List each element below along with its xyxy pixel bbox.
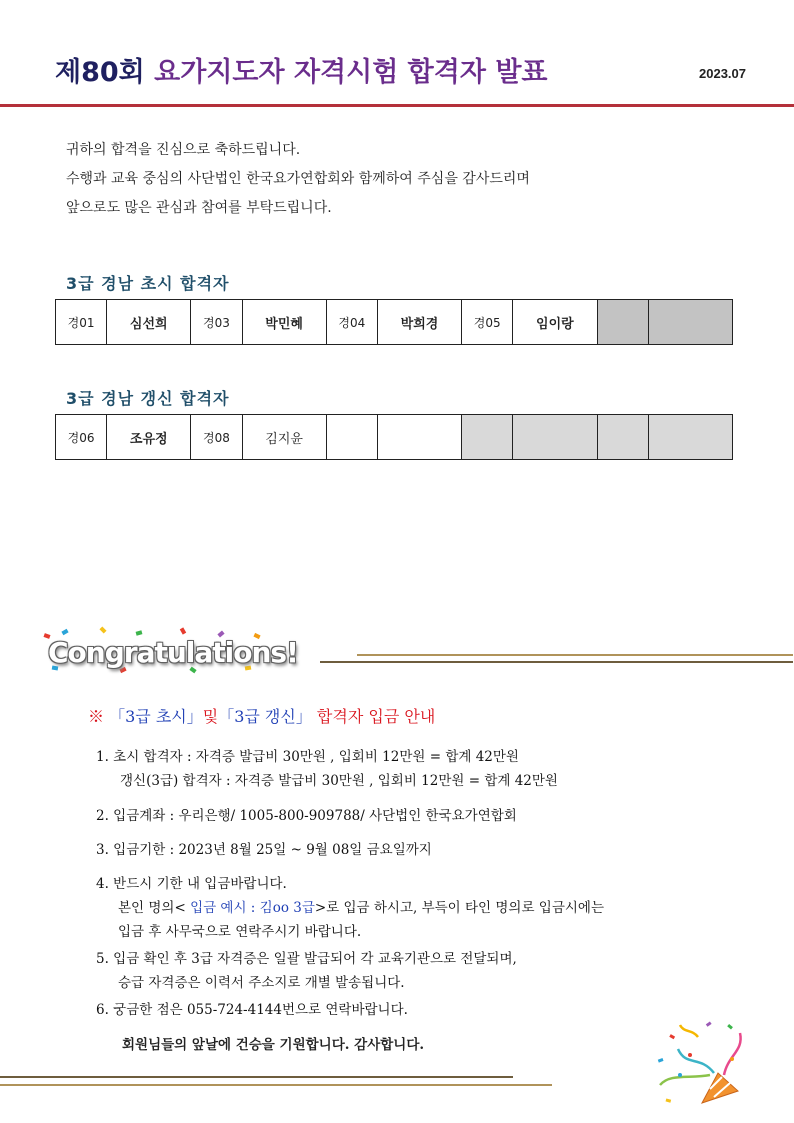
notice-initial: 「3급 초시」 — [109, 707, 203, 726]
instruction-line: 입금 후 사무국으로 연락주시기 바랍니다. — [118, 924, 362, 940]
code-cell: 경01 — [56, 300, 107, 345]
empty-cell — [377, 415, 461, 460]
payment-notice-heading — [88, 704, 435, 727]
code-cell: 경06 — [56, 415, 107, 460]
confetti-icon — [61, 629, 68, 635]
notice-and: 및 — [202, 707, 219, 726]
deadline-item — [96, 838, 432, 862]
initial-passers-table — [55, 299, 733, 345]
title-text: 요가지도자 자격시험 합격자 발표 — [144, 57, 548, 88]
notice-mark: ※ — [88, 707, 110, 726]
confetti-icon — [180, 627, 186, 634]
intro-line: 수행과 교육 중심의 사단법인 한국요가연합회와 함께하여 주심을 감사드리며 — [66, 171, 530, 187]
footer-line — [0, 1084, 552, 1086]
party-popper-icon — [640, 1015, 750, 1115]
instruction-text: >로 입금 하시고, 부득이 타인 명의로 입금시에는 — [314, 900, 605, 916]
renewal-passers-table — [55, 414, 733, 460]
section-title-initial: 3급 경남 초시 합격자 — [66, 274, 230, 293]
table-row — [56, 415, 733, 460]
delivery-line: 승급 자격증은 이력서 주소지로 개별 발송됩니다. — [118, 975, 405, 991]
section-title-renewal: 3급 경남 갱신 합격자 — [66, 389, 230, 408]
confetti-icon — [99, 626, 106, 633]
header-divider — [0, 104, 794, 107]
instruction-line — [96, 896, 604, 920]
name-cell: 심선희 — [107, 300, 191, 345]
code-cell: 경08 — [191, 415, 242, 460]
closing-message: 회원님들의 앞날에 건승을 기원합니다. 감사합니다. — [122, 1037, 425, 1053]
decorative-line — [320, 661, 793, 663]
deadline-line: 3. 입금기한 : 2023년 8월 25일 ~ 9월 08일 금요일까지 — [96, 842, 432, 858]
fee-item — [96, 745, 558, 793]
code-cell: 경05 — [462, 300, 513, 345]
empty-cell — [513, 415, 597, 460]
payment-instruction-item — [96, 872, 604, 944]
congratulations-text: Congratulations! — [48, 636, 298, 669]
empty-cell — [597, 415, 648, 460]
intro-line: 앞으로도 많은 관심과 참여를 부탁드립니다. — [66, 200, 332, 216]
intro-line: 귀하의 합격을 진심으로 축하드립니다. — [66, 142, 301, 158]
empty-cell — [462, 415, 513, 460]
contact-line: 6. 궁금한 점은 055-724-4144번으로 연락바랍니다. — [96, 1002, 408, 1018]
code-cell: 경04 — [326, 300, 377, 345]
contact-item — [96, 998, 408, 1022]
empty-cell — [597, 300, 648, 345]
name-cell: 조유정 — [107, 415, 191, 460]
delivery-line: 5. 입금 확인 후 3급 자격증은 일괄 발급되어 각 교육기관으로 전달되며, — [96, 951, 517, 967]
congratulations-banner — [40, 628, 298, 674]
name-cell: 박희경 — [377, 300, 461, 345]
notice-title: 합격자 입금 안내 — [311, 707, 436, 726]
title-number: 제80회 — [55, 57, 145, 88]
issue-date: 2023.07 — [699, 66, 746, 81]
empty-cell — [326, 415, 377, 460]
decorative-line — [357, 654, 793, 656]
notice-renewal: 「3급 갱신」 — [218, 707, 312, 726]
table-row — [56, 300, 733, 345]
name-cell: 김지윤 — [242, 415, 326, 460]
fee-line: 1. 초시 합격자 : 자격증 발급비 30만원 , 입회비 12만원 = 합계 42만원 — [96, 749, 519, 765]
page-title — [55, 50, 548, 89]
instruction-text: 본인 명의< — [118, 900, 191, 916]
empty-cell — [648, 300, 732, 345]
delivery-item — [96, 947, 517, 995]
account-line: 2. 입금계좌 : 우리은행/ 1005-800-909788/ 사단법인 한국요가연합회 — [96, 808, 517, 824]
name-cell: 임이랑 — [513, 300, 597, 345]
fee-line: 갱신(3급) 합격자 : 자격증 발급비 30만원 , 입회비 12만원 = 합계 42만원 — [120, 773, 558, 789]
empty-cell — [648, 415, 732, 460]
name-cell: 박민혜 — [242, 300, 326, 345]
account-item — [96, 804, 517, 828]
confetti-icon — [136, 630, 143, 635]
instruction-line: 4. 반드시 기한 내 입금바랍니다. — [96, 876, 287, 892]
footer-line — [0, 1076, 513, 1078]
code-cell: 경03 — [191, 300, 242, 345]
intro-paragraph — [66, 136, 530, 223]
payment-example: 입금 예시 : 김oo 3급 — [190, 900, 315, 916]
